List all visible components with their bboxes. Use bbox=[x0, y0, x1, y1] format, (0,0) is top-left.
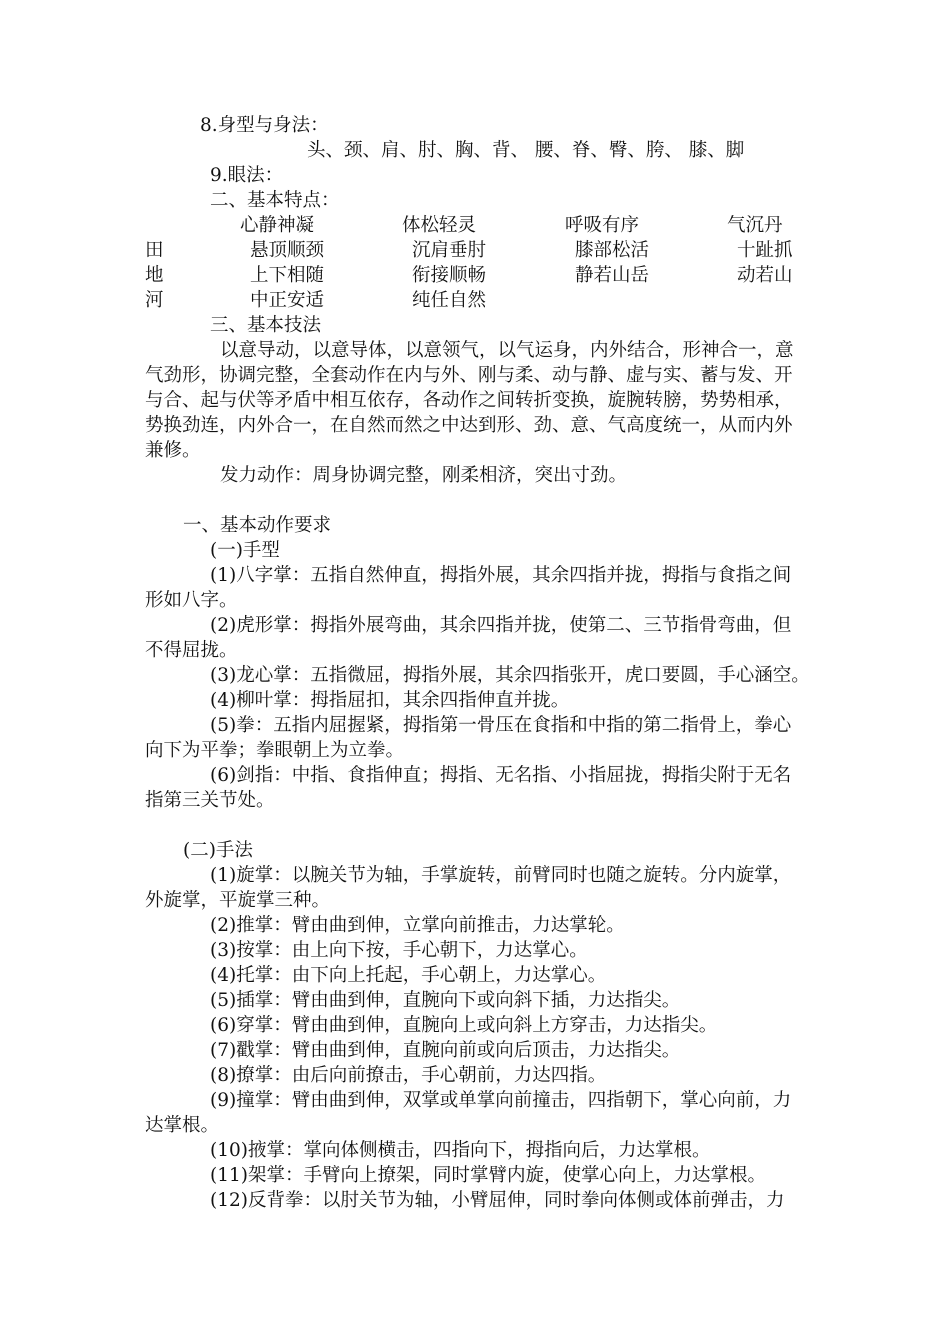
hand-method-line: (12)反背拳：以肘关节为轴，小臂屈伸，同时拳向体侧或体前弹击，力 bbox=[210, 1190, 785, 1211]
techniques-line: 气劲形，协调完整，全套动作在内与外、刚与柔、动与静、虚与实、蓄与发、开 bbox=[145, 365, 793, 386]
techniques-line: 势换劲连，内外合一，在自然而然之中达到形、劲、意、气高度统一，从而内外 bbox=[145, 415, 793, 436]
basic-heading: 一、基本动作要求 bbox=[183, 515, 332, 536]
hand-shape-line: 形如八字。 bbox=[145, 590, 238, 611]
hand-method-line: (6)穿掌：臂由曲到伸，直腕向上或向斜上方穿击，力达指尖。 bbox=[210, 1015, 718, 1036]
features-cell: 衔接顺畅 bbox=[412, 265, 487, 286]
features-cell: 纯任自然 bbox=[412, 290, 487, 311]
features-heading: 二、基本特点： bbox=[210, 190, 340, 211]
features-cell: 心静神凝 bbox=[240, 215, 315, 236]
force-line: 发力动作：周身协调完整，刚柔相济，突出寸劲。 bbox=[220, 465, 628, 486]
section-8-body: 头、颈、肩、肘、胸、背、 腰、脊、臀、胯、 膝、脚 bbox=[307, 140, 745, 161]
hand-shape-line: (5)拳：五指内屈握紧，拇指第一骨压在食指和中指的第二指骨上，拳心 bbox=[210, 715, 792, 736]
features-cell: 河 bbox=[145, 290, 164, 311]
features-cell: 呼吸有序 bbox=[565, 215, 640, 236]
hand-shape-heading: (一)手型 bbox=[210, 540, 280, 561]
hand-method-line: (8)撩掌：由后向前撩击，手心朝前，力达四指。 bbox=[210, 1065, 607, 1086]
features-row bbox=[0, 213, 950, 238]
hand-shape-line: (4)柳叶掌：拇指屈扣，其余四指伸直并拢。 bbox=[210, 690, 570, 711]
hand-shape-line: 指第三关节处。 bbox=[145, 790, 275, 811]
techniques-line: 兼修。 bbox=[145, 440, 201, 461]
techniques-line: 以意导动，以意导体，以意领气，以气运身，内外结合，形神合一，意 bbox=[220, 340, 794, 361]
features-cell: 十趾抓 bbox=[737, 240, 793, 261]
techniques-heading: 三、基本技法 bbox=[210, 315, 322, 336]
hand-method-line: (11)架掌：手臂向上撩架，同时掌臂内旋，使掌心向上，力达掌根。 bbox=[210, 1165, 766, 1186]
features-cell: 悬顶顺颈 bbox=[250, 240, 325, 261]
hand-method-line: (4)托掌：由下向上托起，手心朝上，力达掌心。 bbox=[210, 965, 607, 986]
hand-method-heading: (二)手法 bbox=[183, 840, 253, 861]
hand-method-line: (7)戳掌：臂由曲到伸，直腕向前或向后顶击，力达指尖。 bbox=[210, 1040, 681, 1061]
hand-method-line: (10)掖掌：掌向体侧横击，四指向下，拇指向后，力达掌根。 bbox=[210, 1140, 711, 1161]
hand-shape-line: (6)剑指：中指、食指伸直；拇指、无名指、小指屈拢，拇指尖附于无名 bbox=[210, 765, 792, 786]
features-row bbox=[0, 238, 950, 263]
hand-shape-line: (2)虎形掌：拇指外展弯曲，其余四指并拢，使第二、三节指骨弯曲，但 bbox=[210, 615, 792, 636]
features-cell: 体松轻灵 bbox=[402, 215, 477, 236]
section-9-title: 9.眼法： bbox=[210, 165, 284, 186]
hand-shape-line: 向下为平拳；拳眼朝上为立拳。 bbox=[145, 740, 405, 761]
hand-method-line: (1)旋掌：以腕关节为轴，手掌旋转，前臂同时也随之旋转。分内旋掌， bbox=[210, 865, 792, 886]
features-row bbox=[0, 263, 950, 288]
features-cell: 气沉丹 bbox=[727, 215, 783, 236]
features-cell: 动若山 bbox=[737, 265, 793, 286]
features-cell: 膝部松活 bbox=[575, 240, 650, 261]
hand-method-line: (9)撞掌：臂由曲到伸，双掌或单掌向前撞击，四指朝下，掌心向前，力 bbox=[210, 1090, 792, 1111]
hand-method-line: (3)按掌：由上向下按，手心朝下，力达掌心。 bbox=[210, 940, 588, 961]
hand-shape-line: (3)龙心掌：五指微屈，拇指外展，其余四指张开，虎口要圆，手心涵空。 bbox=[210, 665, 810, 686]
features-cell: 沉肩垂肘 bbox=[412, 240, 487, 261]
techniques-line: 与合、起与伏等矛盾中相互依存，各动作之间转折变换，旋腕转膀，势势相承， bbox=[145, 390, 793, 411]
hand-shape-line: (1)八字掌：五指自然伸直，拇指外展，其余四指并拢，拇指与食指之间 bbox=[210, 565, 792, 586]
section-8-title: 8.身型与身法： bbox=[200, 115, 329, 136]
hand-method-line: (5)插掌：臂由曲到伸，直腕向下或向斜下插，力达指尖。 bbox=[210, 990, 681, 1011]
features-cell: 静若山岳 bbox=[575, 265, 650, 286]
hand-method-line: (2)推掌：臂由曲到伸，立掌向前推击，力达掌轮。 bbox=[210, 915, 625, 936]
features-cell: 地 bbox=[145, 265, 164, 286]
features-cell: 上下相随 bbox=[250, 265, 325, 286]
features-row bbox=[0, 288, 950, 313]
features-cell: 田 bbox=[145, 240, 164, 261]
hand-method-line: 外旋掌，平旋掌三种。 bbox=[145, 890, 331, 911]
hand-method-line: 达掌根。 bbox=[145, 1115, 220, 1136]
hand-shape-line: 不得屈拢。 bbox=[145, 640, 238, 661]
features-cell: 中正安适 bbox=[250, 290, 325, 311]
